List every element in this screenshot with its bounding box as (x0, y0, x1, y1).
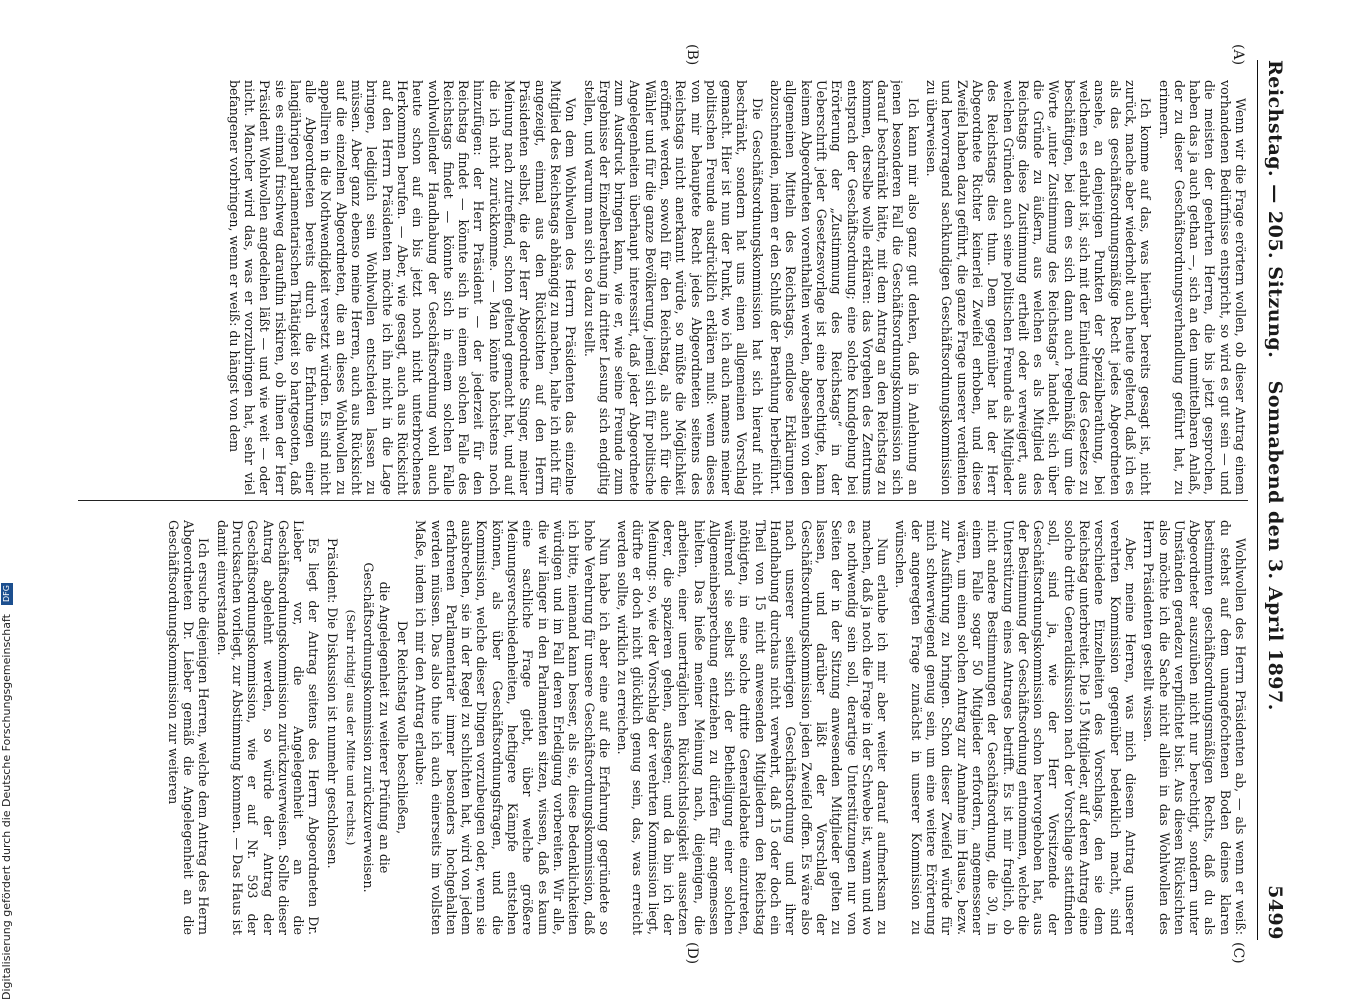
margin-mark-a: (A) (1230, 44, 1246, 66)
paragraph: Aber, meine Herren, was mich diesem Antrag unserer verehrten Kommission gegenüber bedenklich macht, sind verschiedene Einzelheiten des Vorschlags, den sie dem Reichstag unterbreitet. Die 15 Mitglieder, auf deren Antrag eine solche dritte Generaldiskussion nach der Vorschlage stattfinden soll, sind ja, wie der Herr Vorsitzende der Geschäftsordnungskommission schon hervorgehoben hat, aus der Bestimmung der Geschäftsordnung entnommen, welche die Unterstützung eines Antrages betrifft. Es ist mir fraglich, ob nicht andere Bestimmungen der Geschäftsordnung, die 30, in einem Falle sogar 50 Mitglieder erfordern, angemessener wären, um einen solchen Antrag zur Annahme im Hause, bezw. zur Ausführung zu bringen. Schon dieser Zweifel würde für mich schwerwiegend genug sein, um eine weitere Erörterung der angeregten Frage zunächst in unserer Kommission zu wünschen. (893, 520, 1138, 935)
paragraph: Ich komme auf das, was hierüber bereits gesagt ist, nicht zurück, mache aber wiederholt auch heute geltend, daß ich es als das geschäftsordnungsmäßige Recht jedes Abgeordneten ansehe, an denjenigen Punkten der Spezialberathung, bei welchem es erlaubt ist, sich mit der Einleitung des Gesetzes zu beschäftigen, bei dem es sich dann auch regelmäßig um die Worte „unter Zustimmung des Reichstags“ handelt, sich über die Gründe zu äußern, aus welchen es als Mitglied des Reichstags diese Zustimmung ertheilt oder verweigert, aus welchen Gründen auch seine politischen Freunde als Mitglieder des Reichstags dies thun. Dem gegenüber hat der Herr Abgeordnete Richter keinerlei Zweifel erhoben, und diese Zweifel haben dazu geführt, die ganze Frage unserer verdienten und hervorragend sachkundigen Geschäftsordnungskommission zu überweisen. (924, 80, 1154, 495)
left-column (78, 80, 1248, 495)
right-column (78, 520, 1248, 935)
margin-mark-d: (D) (684, 942, 700, 965)
motion-text: die Angelegenheit zu weiterer Prüfung an die Geschäftsordnungskommission zurückzuverweisen. (361, 562, 392, 893)
credit-text: Digitalisierung gefördert durch die Deutsche Forschungsgemeinschaft (0, 614, 13, 1000)
digitization-credit (0, 585, 16, 1000)
column-divider (78, 500, 1248, 501)
header-right (1264, 381, 1286, 940)
page-number: 5499 (1264, 885, 1286, 940)
paragraph: Wohlwollen des Herrn Präsidenten ab, — als wenn er weiß: du stehst auf dem unangefochtenen Boden deines klaren bestimmten geschäftsordnungsmäßigen Rechts, daß du als Abgeordneter auszuüben nicht nur berechtigt, sondern unter Umständen geradezu verpflichtet bist. Aus diesen Rücksichten also möchte ich die Sache nicht allein in das Wohlwollen des Herrn Präsidenten gestellt wissen. (1141, 520, 1248, 935)
paragraph: Ich kann mir also ganz gut denken, daß in Anlehnung an jenen besonderen Fall die Geschäftsordnungskommission sich darauf beschränkt hätte, mit dem Antrag an den Reichstag zu kommen, derselbe wolle erklären: das Vorgehen des Zentrums entsprach der Geschäftsordnung; eine solche Kundgebung bei Erörterung der „Zustimmung des Reichstags“ in der Ueberschrift jeder Gesetzesvorlage ist eine berechtigte, kann keinem Abgeordneten vorenthalten werden, abgesehen von den allgemeinen Mitteln des Reichstags, endlose Erklärungen abzuschneiden, indem er den Schluß der Berathung herbeiführt. (768, 80, 921, 495)
paragraph: Nun erlaube ich mir aber weiter darauf aufmerksam zu machen, daß ja noch die Frage in der Schwebe ist, wann und wo es nothwendig sein soll, derartige Unterstützungen nur von Seiten der in der Sitzung anwesenden Mitglieder gelten zu lassen, und darüber läßt der Vorschlag der Geschäftsordnungskommission jeden Zweifel offen. Es wäre also nach unserer seitherigen Geschäftsordnung und ihrer Handhabung durchaus nicht verwehrt, daß 15 oder doch ein Theil von 15 nicht anwesenden Mitgliedern den Reichstag nöthigten, in eine solche dritte Generaldebatte einzutreten, während sie selbst sich der Betheiligung einer solchen Allgemeinbesprechung entziehen zu dürfen für angemessen hielten. Das hieße meiner Meinung nach, diejenigen, die arbeiten, einer unerträglichen Rücksichtslosigkeit aussetzen derer, die spazieren gehen, ausfegen; und da bin ich der Meinung: so, wie der Vorschlag der verehrten Kommission liegt, dürfte er doch nicht glücklich genug sein, das, was erreicht werden sollte, wirklich zu erreichen. (615, 520, 891, 935)
paragraph: Die Geschäftsordnungskommission hat sich hierauf nicht beschränkt, sondern hat uns einen allgemeinen Vorschlag gemacht. Hier ist nun der Punkt, wo ich auch namens meiner politischen Freunde ausdrücklich erklären muß: wenn dieses von mir behauptete Recht jedes Abgeordneten seitens des Reichstags nicht anerkannt würde, so müßte die Möglichkeit eröffnet werden, sowohl für den Reichstag, als auch für die Wähler und für die ganze Bevölkerung, jemeil sich für politische Angelegenheiten überhaupt interessirt, daß jeder Abgeordnete zum Ausdruck bringen kann, wie er, wie seine Freunde zum Ergebnisse der Einzelberathung in dritter Lesung sich endgiltig stellen, und warum man sich so dazu stellt. (581, 80, 765, 495)
paragraph: Von dem Wohlwollen des Herrn Präsidenten das einzelne Mitglied des Reichstags abhängig zu machen, halte ich nicht für angezeigt, einmal aus den Rücksichten auf den Herrn Präsidenten selbst, die der Herr Abgeordnete Singer, meiner Meinung nach zutreffend, schon geltend gemacht hat, und auf die ich nicht zurückkomme. — Man könnte höchstens noch hinzufügen: der Herr Präsident — der jederzeit für den Reichstag findet — könnte sich in einem solchen Falle des Reichstags findet — könnte sich in einem solchen Falle wohlwollender Handhabung der Geschäftsordnung wohl auch heute schon auf ein bis jetzt noch nicht unterbrochenes Herkommen berufen. — Aber, wie gesagt, auch aus Rücksicht auf den Herrn Präsidenten möchte ich ihn nicht in die Lage bringen, lediglich sein Wohlwollen entscheiden lassen zu müssen. Aber ganz ebenso meine Herren, auch aus Rücksicht auf die einzelnen Abgeordneten, die an dieses Wohlwollen zu appelliren in die Nothwendigkeit versetzt würden. Es sind nicht alle Abgeordneten bereits durch die Erfahrungen einer langjährigen parlamentarischen Thätigkeit so hartgesotten, daß sie es einmal frischweg daraufhin riskiren, ob ihnen der Herr Präsident Wohlwollen angedeihen läßt — und wie weit — oder nicht. Mancher wird das, was er vorzubringen hat, sehr viel befangener vorbringen, wenn er weiß: du hängst von dem (226, 80, 579, 495)
paragraph: Wenn wir die Frage erörtern wollen, ob dieser Antrag einem vorhandenen Bedürfnisse entspricht, so wird es gut sein — und die meisten der geehrten Herren, die bis jetzt gesprochen, haben das ja auch gethan —, sich an den unmittelbaren Anlaß, der zu dieser Geschäftsordnungsverhandlung geführt hat, zu erinnern. (1156, 80, 1248, 495)
paragraph: Es liegt der Antrag seitens des Herrn Abgeordneten Dr. Lieber vor, die Angelegenheit an die Geschäftsordnungskommission zurückzuverweisen. Sollte dieser Antrag abgelehnt werden, so würde der Antrag der Geschäftsordnungskommission, wie er auf Nr. 593 der Drucksachen vorliegt, zur Abstimmung kommen. — Das Haus ist damit einverstanden. (214, 520, 322, 935)
paragraph: Nun habe ich aber eine auf die Erfahrung gegründete so hohe Verehrung für unsere Geschäftsordnungskommission, daß ich bitte, niemand kann besser, als sie, diese Bedenklichkeiten würdigen und im Fall deren Erledigung vorbereiten. Wir alle, die wir länger in den Parlamenten sitzen, wissen, daß es kaum eine sachliche Frage giebt, über welche größere Meinungsverschiedenheiten, heftigere Kämpfe entstehen können, als über Geschäftsordnungsfragen, und die Kommission, welche dieser Dingen vorzubeugen oder, wenn sie ausbrechen, sie in der Regel zu schlichten hat, wird von jedem erfahrenen Parlamentarier immer besonders hochgehalten werden müssen. Das also thue ich auch einerseits im vollsten Maße, indem ich mir den Antrag erlaube: (413, 520, 612, 935)
dfg-logo-icon: DFG (1, 583, 13, 605)
paragraph: Ich ersuche diejenigen Herren, welche dem Antrag des Herrn Abgeordneten Dr. Lieber gemäß die Angelegenheit an die Geschäftsordnungskommission zur weiteren (165, 520, 212, 935)
header-left: Reichstag. — 205. Sitzung. (1264, 60, 1286, 359)
paragraph-president: Präsident: Die Diskussion ist nunmehr geschlossen. (324, 538, 340, 869)
motion-heading: Der Reichstag wolle beschließen, (394, 620, 410, 835)
newspaper-page (60, 40, 1300, 965)
margin-mark-c: (C) (1230, 942, 1246, 964)
margin-mark-b: (B) (684, 44, 700, 66)
interjection: (Sehr richtig! aus der Mitte und rechts.) (344, 609, 359, 846)
header-date: Sonnabend den 3. April 1897. (1264, 380, 1286, 711)
page-header (1257, 60, 1292, 940)
